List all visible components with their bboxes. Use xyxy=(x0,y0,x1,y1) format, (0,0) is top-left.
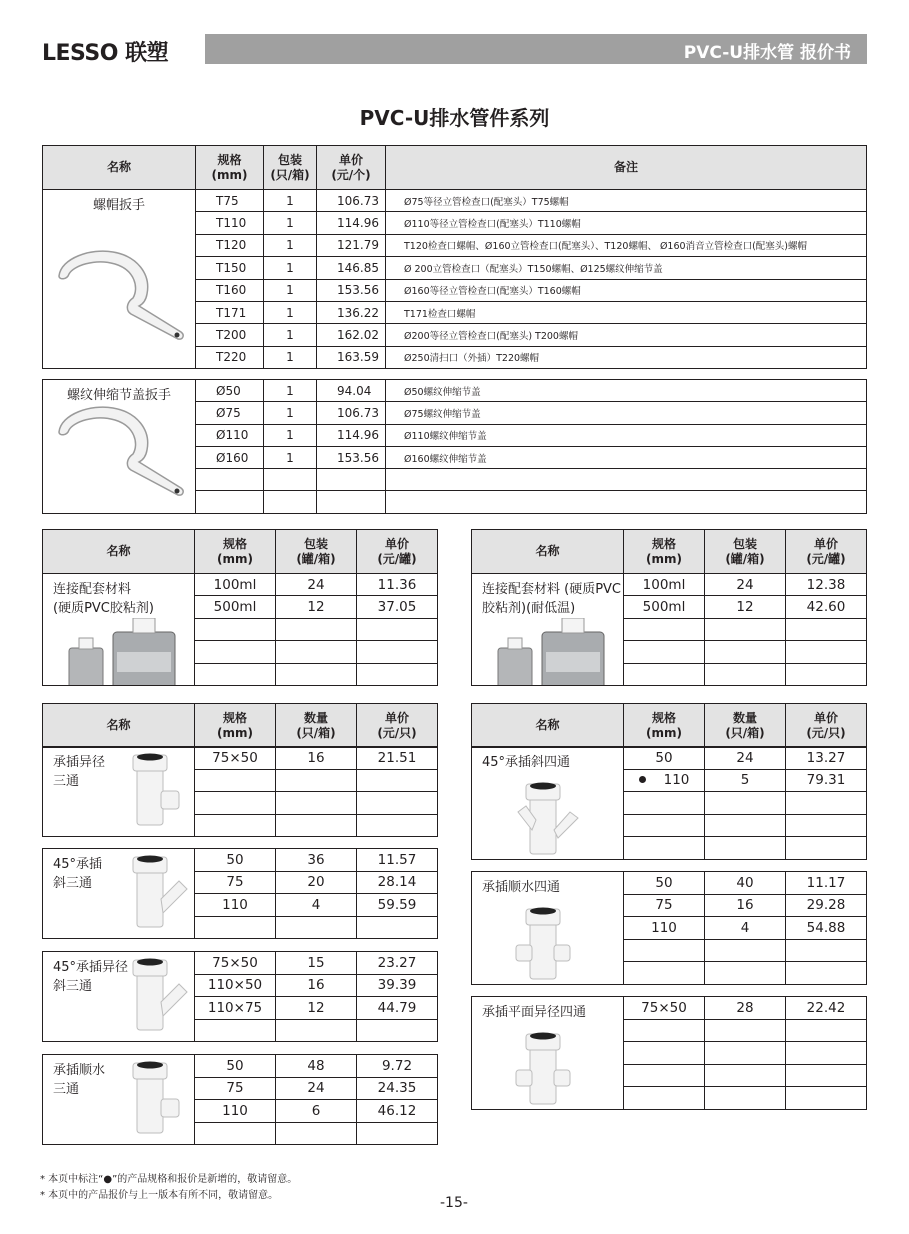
spec-cell xyxy=(195,792,276,815)
col-header-name: 名称 xyxy=(472,530,624,574)
fitting-table xyxy=(471,996,867,1110)
price-cell: 11.17 xyxy=(786,872,867,895)
table-row xyxy=(43,1055,438,1078)
spec-cell: 110×50 xyxy=(195,974,276,997)
fitting-image xyxy=(121,956,191,1039)
fitting-image xyxy=(121,751,191,834)
spec-cell xyxy=(196,491,264,513)
qty-cell: 40 xyxy=(705,872,786,895)
product-name-cell xyxy=(43,1055,195,1145)
spec-cell: T171 xyxy=(196,301,264,323)
remark-cell: T171检查口螺帽 xyxy=(386,301,867,323)
spec-cell: 500ml xyxy=(195,596,276,618)
qty-cell: 4 xyxy=(276,894,357,917)
col-header-name: 名称 xyxy=(43,530,195,574)
price-cell: 22.42 xyxy=(786,997,867,1020)
qty-cell xyxy=(276,916,357,939)
remark-cell xyxy=(386,469,867,491)
pack-cell: 1 xyxy=(264,380,317,402)
wrench-image xyxy=(51,236,191,349)
price-cell: 23.27 xyxy=(357,952,438,975)
pack-cell xyxy=(705,618,786,640)
pack-cell: 1 xyxy=(264,346,317,368)
price-cell xyxy=(786,792,867,815)
spec-cell: 50 xyxy=(624,872,705,895)
spec-cell xyxy=(624,962,705,985)
header-bar xyxy=(205,34,867,64)
price-cell: 114.96 xyxy=(317,424,386,446)
wrench-price-table xyxy=(42,145,867,369)
qty-cell: 24 xyxy=(276,1077,357,1100)
price-cell xyxy=(786,663,867,685)
price-cell: 121.79 xyxy=(317,234,386,256)
pack-cell: 24 xyxy=(705,574,786,596)
spec-cell xyxy=(624,663,705,685)
pack-cell: 1 xyxy=(264,257,317,279)
table-row xyxy=(472,747,867,770)
product-name: 承插顺水 三通 xyxy=(53,1063,106,1097)
spec-cell: 100ml xyxy=(624,574,705,596)
remark-cell: Ø75等径立管检查口(配塞头）T75螺帽 xyxy=(386,190,867,212)
qty-cell: 36 xyxy=(276,849,357,872)
glue-table-right xyxy=(471,529,867,686)
pack-cell: 1 xyxy=(264,402,317,424)
fitting-image xyxy=(514,1030,584,1110)
spec-cell: Ø50 xyxy=(196,380,264,402)
spec-cell xyxy=(624,792,705,815)
qty-cell xyxy=(705,1019,786,1042)
qty-cell xyxy=(705,939,786,962)
footnote-new-items: * 本页中标注“●”的产品规格和报价是新增的，敬请留意。 xyxy=(40,1174,298,1185)
qty-cell xyxy=(276,792,357,815)
fitting-image xyxy=(121,1059,191,1142)
pack-cell xyxy=(705,641,786,663)
remark-cell: Ø110螺纹伸缩节盖 xyxy=(386,424,867,446)
thread-wrench-table xyxy=(42,379,867,514)
spec-cell: 75 xyxy=(195,1077,276,1100)
qty-cell: 6 xyxy=(276,1100,357,1123)
price-cell: 9.72 xyxy=(357,1055,438,1078)
qty-cell xyxy=(705,962,786,985)
fitting-table xyxy=(471,746,867,860)
price-cell: 46.12 xyxy=(357,1100,438,1123)
spec-cell: 100ml xyxy=(195,574,276,596)
price-cell xyxy=(357,916,438,939)
price-cell: 163.59 xyxy=(317,346,386,368)
spec-cell xyxy=(624,1064,705,1087)
price-cell xyxy=(357,663,438,685)
price-cell xyxy=(357,641,438,663)
product-name-cell xyxy=(472,997,624,1110)
qty-cell: 16 xyxy=(705,894,786,917)
col-header-remark: 备注 xyxy=(386,146,867,190)
spec-cell: 75×50 xyxy=(195,747,276,770)
price-cell: 11.36 xyxy=(357,574,438,596)
spec-cell: T200 xyxy=(196,324,264,346)
product-name-cell xyxy=(43,190,196,369)
remark-cell: Ø 200立管检查口（配塞头）T150螺帽、Ø125螺纹伸缩节盖 xyxy=(386,257,867,279)
spec-cell: 50 xyxy=(624,747,705,770)
qty-cell xyxy=(276,1122,357,1145)
pack-cell xyxy=(276,663,357,685)
remark-cell: Ø75螺纹伸缩节盖 xyxy=(386,402,867,424)
col-header-qty: 数量 (只/箱) xyxy=(705,704,786,748)
price-cell: 37.05 xyxy=(357,596,438,618)
col-header-price: 单价 (元/罐) xyxy=(357,530,438,574)
product-name: 45°承插斜四通 xyxy=(482,755,571,770)
fitting-image xyxy=(514,905,584,985)
table-row xyxy=(43,380,867,402)
price-cell: 13.27 xyxy=(786,747,867,770)
product-name-cell xyxy=(43,380,196,514)
col-header-price: 单价 (元/只) xyxy=(786,704,867,748)
fitting-table xyxy=(42,746,438,837)
spec-cell: 75×50 xyxy=(624,997,705,1020)
pack-cell xyxy=(264,469,317,491)
price-cell: 29.28 xyxy=(786,894,867,917)
col-header-spec: 规格 (mm) xyxy=(195,704,276,748)
price-cell: 162.02 xyxy=(317,324,386,346)
price-cell: 12.38 xyxy=(786,574,867,596)
pack-cell xyxy=(264,491,317,513)
remark-cell: Ø160螺纹伸缩节盖 xyxy=(386,446,867,468)
table-header-row xyxy=(472,530,867,574)
pack-cell: 12 xyxy=(276,596,357,618)
spec-cell: 75 xyxy=(624,894,705,917)
qty-cell: 12 xyxy=(276,997,357,1020)
product-name-cell xyxy=(43,849,195,939)
qty-cell: 20 xyxy=(276,871,357,894)
product-name: 承插顺水四通 xyxy=(482,880,561,895)
price-cell xyxy=(357,814,438,837)
spec-cell xyxy=(195,618,276,640)
table-row xyxy=(43,747,438,770)
spec-cell: 50 xyxy=(195,1055,276,1078)
qty-cell: 48 xyxy=(276,1055,357,1078)
col-header-pack: 包装 (罐/箱) xyxy=(276,530,357,574)
pack-cell: 1 xyxy=(264,212,317,234)
product-name: 连接配套材料 (硬质PVC 胶粘剂)(耐低温) xyxy=(482,582,622,616)
spec-cell xyxy=(624,814,705,837)
fitting-table xyxy=(42,1054,438,1145)
price-cell: 136.22 xyxy=(317,301,386,323)
pack-cell: 1 xyxy=(264,301,317,323)
spec-cell: 110 xyxy=(195,894,276,917)
price-cell: 11.57 xyxy=(357,849,438,872)
price-cell xyxy=(786,1019,867,1042)
price-cell: 106.73 xyxy=(317,402,386,424)
table-row xyxy=(43,574,438,596)
col-header-qty: 数量 (只/箱) xyxy=(276,704,357,748)
header-bar-title: PVC-U排水管 报价书 xyxy=(683,43,851,63)
price-cell xyxy=(786,1042,867,1065)
footnote-price-changes: * 本页中的产品报价与上一版本有所不同，敬请留意。 xyxy=(40,1190,279,1201)
pack-cell: 12 xyxy=(705,596,786,618)
price-cell xyxy=(786,962,867,985)
price-cell: 28.14 xyxy=(357,871,438,894)
price-cell xyxy=(786,1087,867,1110)
col-header-price: 单价 (元/个) xyxy=(317,146,386,190)
spec-cell xyxy=(624,939,705,962)
pack-cell: 1 xyxy=(264,424,317,446)
pack-cell: 1 xyxy=(264,324,317,346)
qty-cell xyxy=(705,1042,786,1065)
pack-cell: 1 xyxy=(264,234,317,256)
qty-cell xyxy=(705,1087,786,1110)
new-item-marker-icon xyxy=(639,776,646,783)
qty-cell xyxy=(705,1064,786,1087)
spec-cell xyxy=(624,1042,705,1065)
spec-cell xyxy=(624,837,705,860)
table-row xyxy=(43,849,438,872)
spec-cell xyxy=(624,1019,705,1042)
table-row xyxy=(43,952,438,975)
spec-cell: T150 xyxy=(196,257,264,279)
price-cell xyxy=(317,491,386,513)
pack-cell xyxy=(276,641,357,663)
remark-cell: Ø160等径立管检查口(配塞头）T160螺帽 xyxy=(386,279,867,301)
pack-cell: 1 xyxy=(264,190,317,212)
col-header-spec: 规格 (mm) xyxy=(196,146,264,190)
col-header-pack: 包装 (罐/箱) xyxy=(705,530,786,574)
table-header-row xyxy=(472,704,867,748)
qty-cell xyxy=(705,837,786,860)
page-title: PVC-U排水管件系列 xyxy=(359,106,550,130)
price-cell: 106.73 xyxy=(317,190,386,212)
price-cell xyxy=(357,1122,438,1145)
price-cell: 79.31 xyxy=(786,769,867,792)
product-name: 45°承插 斜三通 xyxy=(53,857,103,891)
spec-cell xyxy=(624,641,705,663)
glue-can-image xyxy=(490,618,610,685)
price-cell: 54.88 xyxy=(786,917,867,940)
glue-can-image xyxy=(61,618,181,685)
pack-cell: 1 xyxy=(264,446,317,468)
spec-cell: T75 xyxy=(196,190,264,212)
remark-cell: Ø50螺纹伸缩节盖 xyxy=(386,380,867,402)
spec-cell: 110×75 xyxy=(195,997,276,1020)
price-cell: 42.60 xyxy=(786,596,867,618)
qty-cell: 5 xyxy=(705,769,786,792)
product-name-cell xyxy=(472,747,624,860)
spec-cell: Ø75 xyxy=(196,402,264,424)
col-header-name: 名称 xyxy=(43,146,196,190)
remark-cell xyxy=(386,491,867,513)
remark-cell: T120检查口螺帽、Ø160立管检查口(配塞头）、T120螺帽、 Ø160消音立管检查口(配塞头)螺帽 xyxy=(386,234,867,256)
col-header-price: 单价 (元/罐) xyxy=(786,530,867,574)
table-row xyxy=(472,872,867,895)
price-cell xyxy=(786,837,867,860)
wrench-image xyxy=(51,392,191,505)
qty-cell: 16 xyxy=(276,747,357,770)
price-cell: 153.56 xyxy=(317,446,386,468)
price-cell xyxy=(357,1019,438,1042)
qty-cell xyxy=(705,792,786,815)
spec-cell xyxy=(195,1019,276,1042)
fittings-header-right xyxy=(471,703,867,748)
page-number: -15- xyxy=(440,1195,468,1211)
qty-cell: 15 xyxy=(276,952,357,975)
remark-cell: Ø200等径立管检查口(配塞头) T200螺帽 xyxy=(386,324,867,346)
fitting-table xyxy=(471,871,867,985)
remark-cell: Ø110等径立管检查口(配塞头）T110螺帽 xyxy=(386,212,867,234)
spec-cell: 110 xyxy=(624,917,705,940)
table-header-row xyxy=(43,530,438,574)
price-cell: 94.04 xyxy=(317,380,386,402)
qty-cell: 4 xyxy=(705,917,786,940)
pack-cell: 24 xyxy=(276,574,357,596)
fitting-image xyxy=(121,853,191,936)
table-row xyxy=(472,997,867,1020)
spec-cell: Ø160 xyxy=(196,446,264,468)
price-cell: 59.59 xyxy=(357,894,438,917)
product-name-cell xyxy=(43,747,195,837)
product-name: 承插异径 三通 xyxy=(53,755,106,789)
product-name-cell xyxy=(43,574,195,686)
spec-cell: T110 xyxy=(196,212,264,234)
brand-logo: LESSO 联塑 xyxy=(42,41,169,66)
price-cell: 24.35 xyxy=(357,1077,438,1100)
spec-cell: 110 xyxy=(624,769,705,792)
col-header-spec: 规格 (mm) xyxy=(195,530,276,574)
fittings-header-left xyxy=(42,703,438,748)
fitting-table xyxy=(42,848,438,939)
price-cell xyxy=(786,939,867,962)
col-header-pack: 包装 (只/箱) xyxy=(264,146,317,190)
price-cell xyxy=(317,469,386,491)
spec-cell xyxy=(195,641,276,663)
pack-cell: 1 xyxy=(264,279,317,301)
spec-cell: T220 xyxy=(196,346,264,368)
qty-cell xyxy=(276,1019,357,1042)
qty-cell: 16 xyxy=(276,974,357,997)
table-row xyxy=(472,574,867,596)
price-cell: 146.85 xyxy=(317,257,386,279)
product-name: 螺帽扳手 xyxy=(92,198,145,213)
spec-cell: 75 xyxy=(195,871,276,894)
qty-cell xyxy=(705,814,786,837)
price-cell xyxy=(786,641,867,663)
spec-cell xyxy=(624,1087,705,1110)
qty-cell xyxy=(276,769,357,792)
price-cell xyxy=(786,618,867,640)
product-name: 螺纹伸缩节盖扳手 xyxy=(66,388,171,403)
qty-cell: 28 xyxy=(705,997,786,1020)
fitting-table xyxy=(42,951,438,1042)
spec-cell xyxy=(195,814,276,837)
col-header-name: 名称 xyxy=(472,704,624,748)
glue-table-left xyxy=(42,529,438,686)
product-name: 连接配套材料 (硬质PVC胶粘剂) xyxy=(53,582,154,616)
fitting-image xyxy=(514,780,584,860)
price-cell: 44.79 xyxy=(357,997,438,1020)
product-name-cell xyxy=(43,952,195,1042)
spec-cell xyxy=(624,618,705,640)
price-cell xyxy=(357,618,438,640)
spec-cell: T120 xyxy=(196,234,264,256)
spec-cell: Ø110 xyxy=(196,424,264,446)
price-cell xyxy=(786,814,867,837)
col-header-name: 名称 xyxy=(43,704,195,748)
spec-cell: 50 xyxy=(195,849,276,872)
price-cell xyxy=(357,769,438,792)
pack-cell xyxy=(276,618,357,640)
spec-cell: 500ml xyxy=(624,596,705,618)
col-header-price: 单价 (元/只) xyxy=(357,704,438,748)
product-name-cell xyxy=(472,872,624,985)
product-name-cell xyxy=(472,574,624,686)
spec-cell xyxy=(195,916,276,939)
col-header-spec: 规格 (mm) xyxy=(624,704,705,748)
remark-cell: Ø250清扫口（外插）T220螺帽 xyxy=(386,346,867,368)
col-header-spec: 规格 (mm) xyxy=(624,530,705,574)
spec-cell xyxy=(195,663,276,685)
spec-cell xyxy=(195,1122,276,1145)
pack-cell xyxy=(705,663,786,685)
price-cell xyxy=(786,1064,867,1087)
spec-cell: 110 xyxy=(195,1100,276,1123)
table-row xyxy=(43,190,867,212)
table-header-row xyxy=(43,704,438,748)
price-cell: 21.51 xyxy=(357,747,438,770)
spec-cell xyxy=(196,469,264,491)
price-cell xyxy=(357,792,438,815)
qty-cell: 24 xyxy=(705,747,786,770)
spec-cell: T160 xyxy=(196,279,264,301)
price-cell: 114.96 xyxy=(317,212,386,234)
product-name: 45°承插异径 斜三通 xyxy=(53,960,129,994)
table-header-row xyxy=(43,146,867,190)
product-name: 承插平面异径四通 xyxy=(482,1005,587,1020)
qty-cell xyxy=(276,814,357,837)
spec-cell: 75×50 xyxy=(195,952,276,975)
spec-cell xyxy=(195,769,276,792)
price-cell: 39.39 xyxy=(357,974,438,997)
price-cell: 153.56 xyxy=(317,279,386,301)
